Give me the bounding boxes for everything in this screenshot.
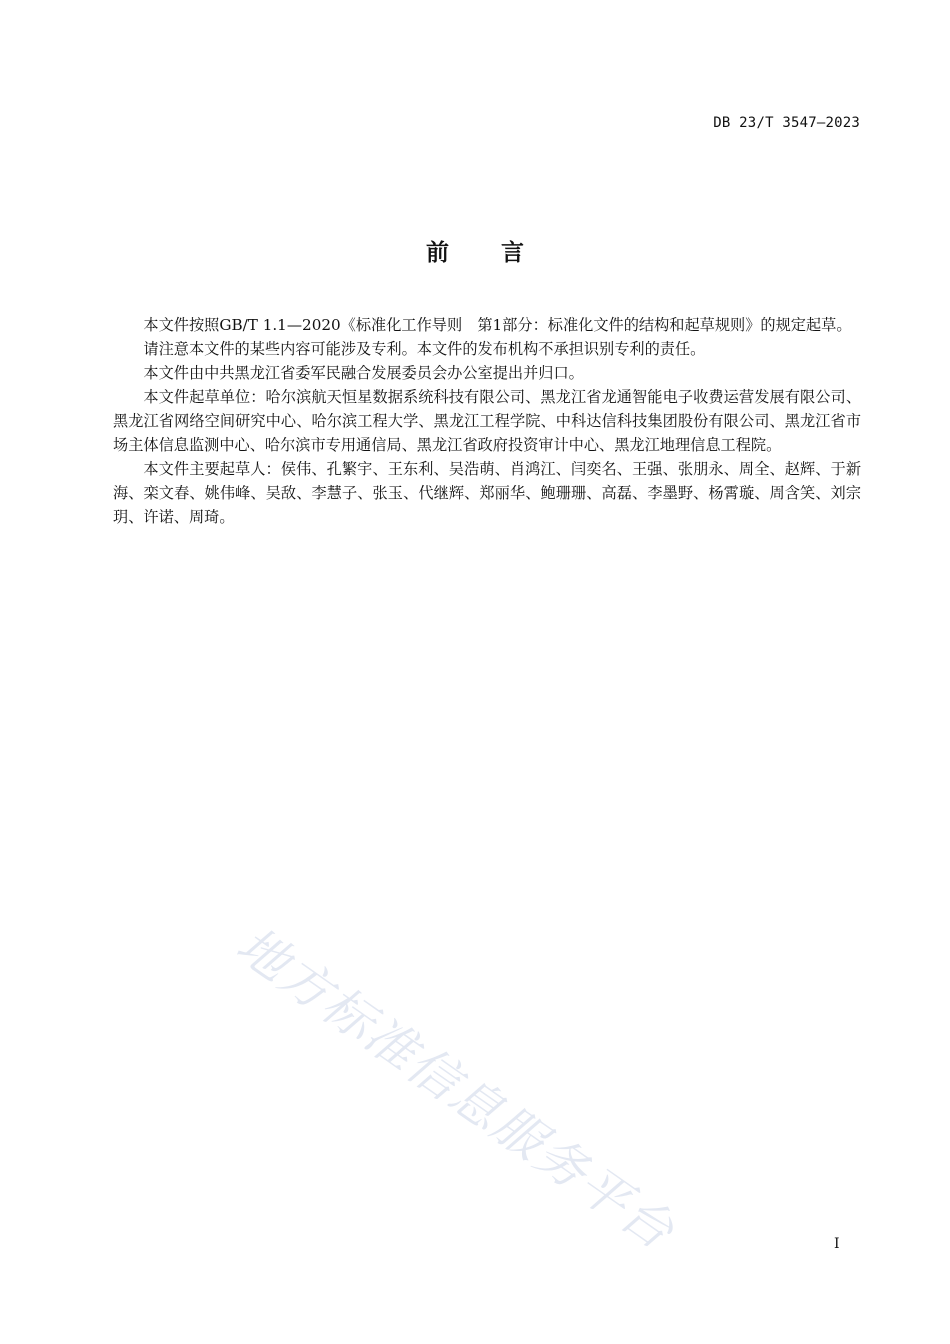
paragraph-patent-notice: 请注意本文件的某些内容可能涉及专利。本文件的发布机构不承担识别专利的责任。 xyxy=(143,340,706,358)
document-code: DB 23/T 3547—2023 xyxy=(713,115,860,131)
paragraph-drafters: 本文件主要起草人：侯伟、孔繁宇、王东利、吴浩萌、肖鸿江、闫奕名、王强、张朋永、周全、赵辉、于新海、栾文春、姚伟峰、吴敌、李慧子、张玉、代继辉、郑丽华、鲍珊珊、高磊、李墨野、杨霄璇、周含笑、刘宗玥、许诺、周琦。 xyxy=(113,460,861,526)
paragraph-drafting-units: 本文件起草单位：哈尔滨航天恒星数据系统科技有限公司、黑龙江省龙通智能电子收费运营发展有限公司、黑龙江省网络空间研究中心、哈尔滨工程大学、黑龙江工程学院、中科达信科技集团股份有限公司、黑龙江省市场主体信息监测中心、哈尔滨市专用通信局、黑龙江省政府投资审计中心、黑龙江地理信息工程院。 xyxy=(113,388,861,454)
watermark-text: 地方标准信息服务平台 xyxy=(226,915,686,1262)
page-number: I xyxy=(834,1236,840,1252)
paragraph-drafting-rules: 本文件按照GB/T 1.1—2020《标准化工作导则 第1部分：标准化文件的结构和起草规则》的规定起草。 xyxy=(143,316,852,334)
foreword-body xyxy=(113,313,861,529)
page-title: 前言 xyxy=(426,240,576,266)
paragraph-proposer: 本文件由中共黑龙江省委军民融合发展委员会办公室提出并归口。 xyxy=(143,364,584,382)
